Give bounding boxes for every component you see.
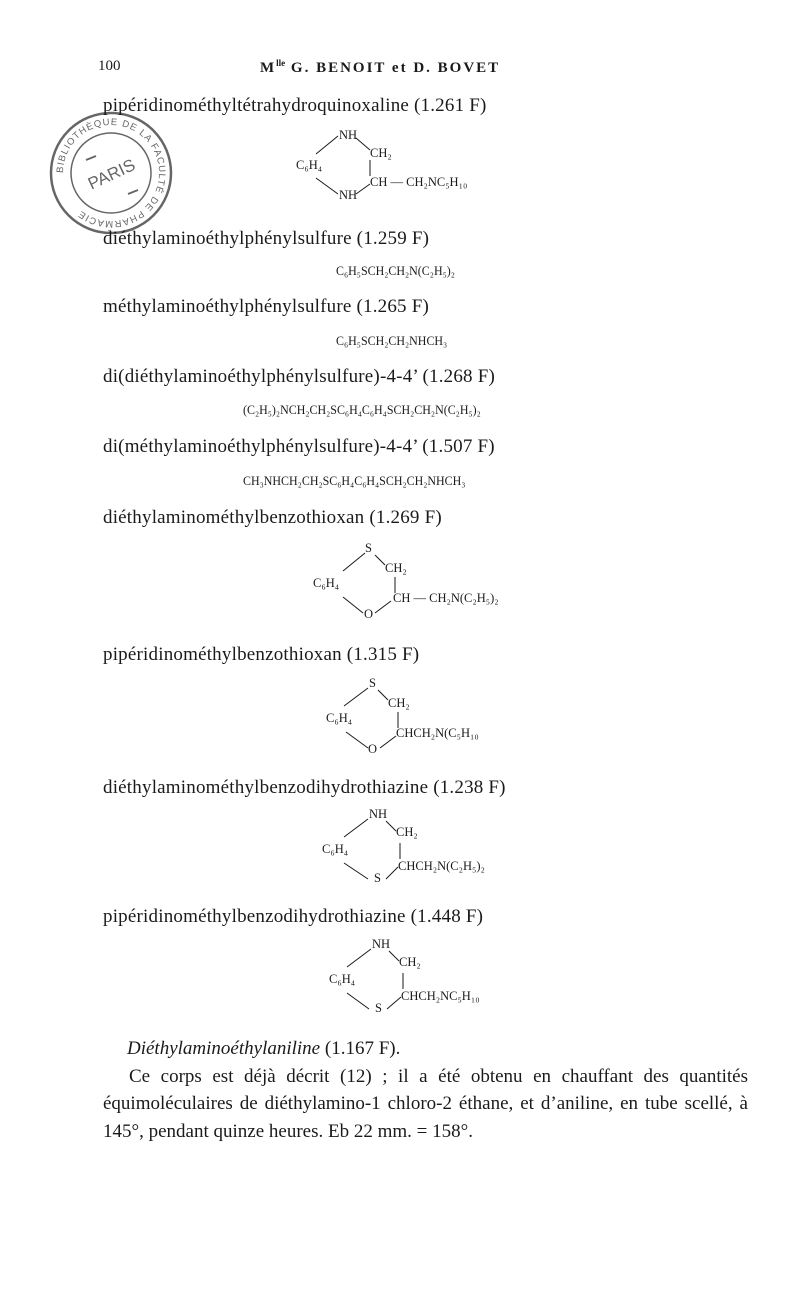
authors-prefix: M [260, 60, 277, 76]
struct7-right-top: CH₂ [388, 696, 410, 710]
compound-name-9: pipéridinométhylbenzodihydrothiazine (1.448 F) [103, 906, 484, 927]
compound-name-2: diéthylaminoéthylphénylsulfure (1.259 F) [103, 228, 430, 249]
struct9-left: C₆H₄ [329, 972, 356, 986]
library-stamp [46, 108, 176, 238]
struct1-left: C₆H₄ [296, 158, 323, 172]
struct8-bottom: S [374, 871, 381, 885]
section-heading [103, 1035, 748, 1063]
compound-name-8: diéthylaminométhylbenzodihydrothiazine (1.238 F) [103, 777, 506, 798]
struct6-right-bottom: CH — CH₂N(C₂H₅)₂ [393, 591, 499, 605]
struct6-top: S [365, 541, 372, 555]
struct9-bottom: S [375, 1001, 382, 1015]
authors-sup: lle [276, 58, 286, 68]
struct8-left: C₆H₄ [322, 842, 349, 856]
page-number: 100 [98, 58, 121, 74]
structure-6 [313, 541, 583, 626]
body-paragraph: Ce corps est déjà décrit (12) ; il a été obtenu en chauffant des quantités équimoléculaires de diéthylamino-1 chloro-2 éthane, et d’aniline, en tube scellé, à 145°, pendant quinze heures. Eb 22 mm. = 158°. [103, 1065, 748, 1142]
struct1-top: NH [339, 128, 358, 142]
struct7-bottom: O [368, 742, 378, 756]
structure-9 [329, 937, 559, 1022]
section-heading-title: Diéthylaminoéthylaniline [127, 1038, 321, 1059]
running-header-authors [260, 58, 500, 77]
compound-name-5: di(méthylaminoéthylphénylsulfure)-4-4’ (1.507 F) [103, 436, 495, 457]
struct1-bottom: NH [339, 188, 358, 202]
compound-name-4: di(diéthylaminoéthylphénylsulfure)-4-4’ (1.268 F) [103, 366, 495, 387]
struct9-right-top: CH₂ [399, 955, 421, 969]
struct7-right-bottom: CHCH₂N(C₅H₁₀ [396, 726, 479, 740]
struct6-right-top: CH₂ [385, 561, 407, 575]
structure-7 [326, 676, 546, 761]
authors-rest: G. BENOIT et D. BOVET [285, 60, 501, 76]
stamp-center-text: PARIS [85, 155, 139, 194]
struct1-right-bottom: CH — CH₂NC₅H₁₀ [370, 175, 468, 189]
compound-name-7: pipéridinométhylbenzothioxan (1.315 F) [103, 644, 420, 665]
stamp-ring-text: BIBLIOTHÈQUE DE LA FACULTÉ DE PHARMACIE [54, 116, 168, 230]
compound-name-1: pipéridinométhyltétrahydroquinoxaline (1.261 F) [103, 95, 487, 116]
compound-name-3: méthylaminoéthylphénylsulfure (1.265 F) [103, 296, 429, 317]
struct9-right-bottom: CHCH₂NC₅H₁₀ [401, 989, 480, 1003]
struct8-top: NH [369, 807, 388, 821]
formula-4: (C₂H₅)₂NCH₂CH₂SC₆H₄C₆H₄SCH₂CH₂N(C₂H₅)₂ [243, 402, 481, 417]
struct7-top: S [369, 676, 376, 690]
structure-1 [296, 128, 556, 208]
structure-8 [322, 807, 552, 892]
section-heading-suffix: (1.167 F). [320, 1038, 401, 1059]
struct6-bottom: O [364, 607, 374, 621]
compound-name-6: diéthylaminométhylbenzothioxan (1.269 F) [103, 507, 442, 528]
formula-5: CH₃NHCH₂CH₂SC₆H₄C₆H₄SCH₂CH₂NHCH₃ [243, 473, 466, 488]
final-section [103, 1035, 748, 1145]
struct8-right-bottom: CHCH₂N(C₂H₅)₂ [398, 859, 485, 873]
struct8-right-top: CH₂ [396, 825, 418, 839]
formula-3: C₆H₅SCH₂CH₂NHCH₃ [336, 333, 448, 348]
formula-2: C₆H₅SCH₂CH₂N(C₂H₅)₂ [336, 263, 455, 278]
struct1-right-top: CH₂ [370, 146, 392, 160]
struct9-top: NH [372, 937, 391, 951]
struct7-left: C₆H₄ [326, 711, 353, 725]
struct6-left: C₆H₄ [313, 576, 340, 590]
